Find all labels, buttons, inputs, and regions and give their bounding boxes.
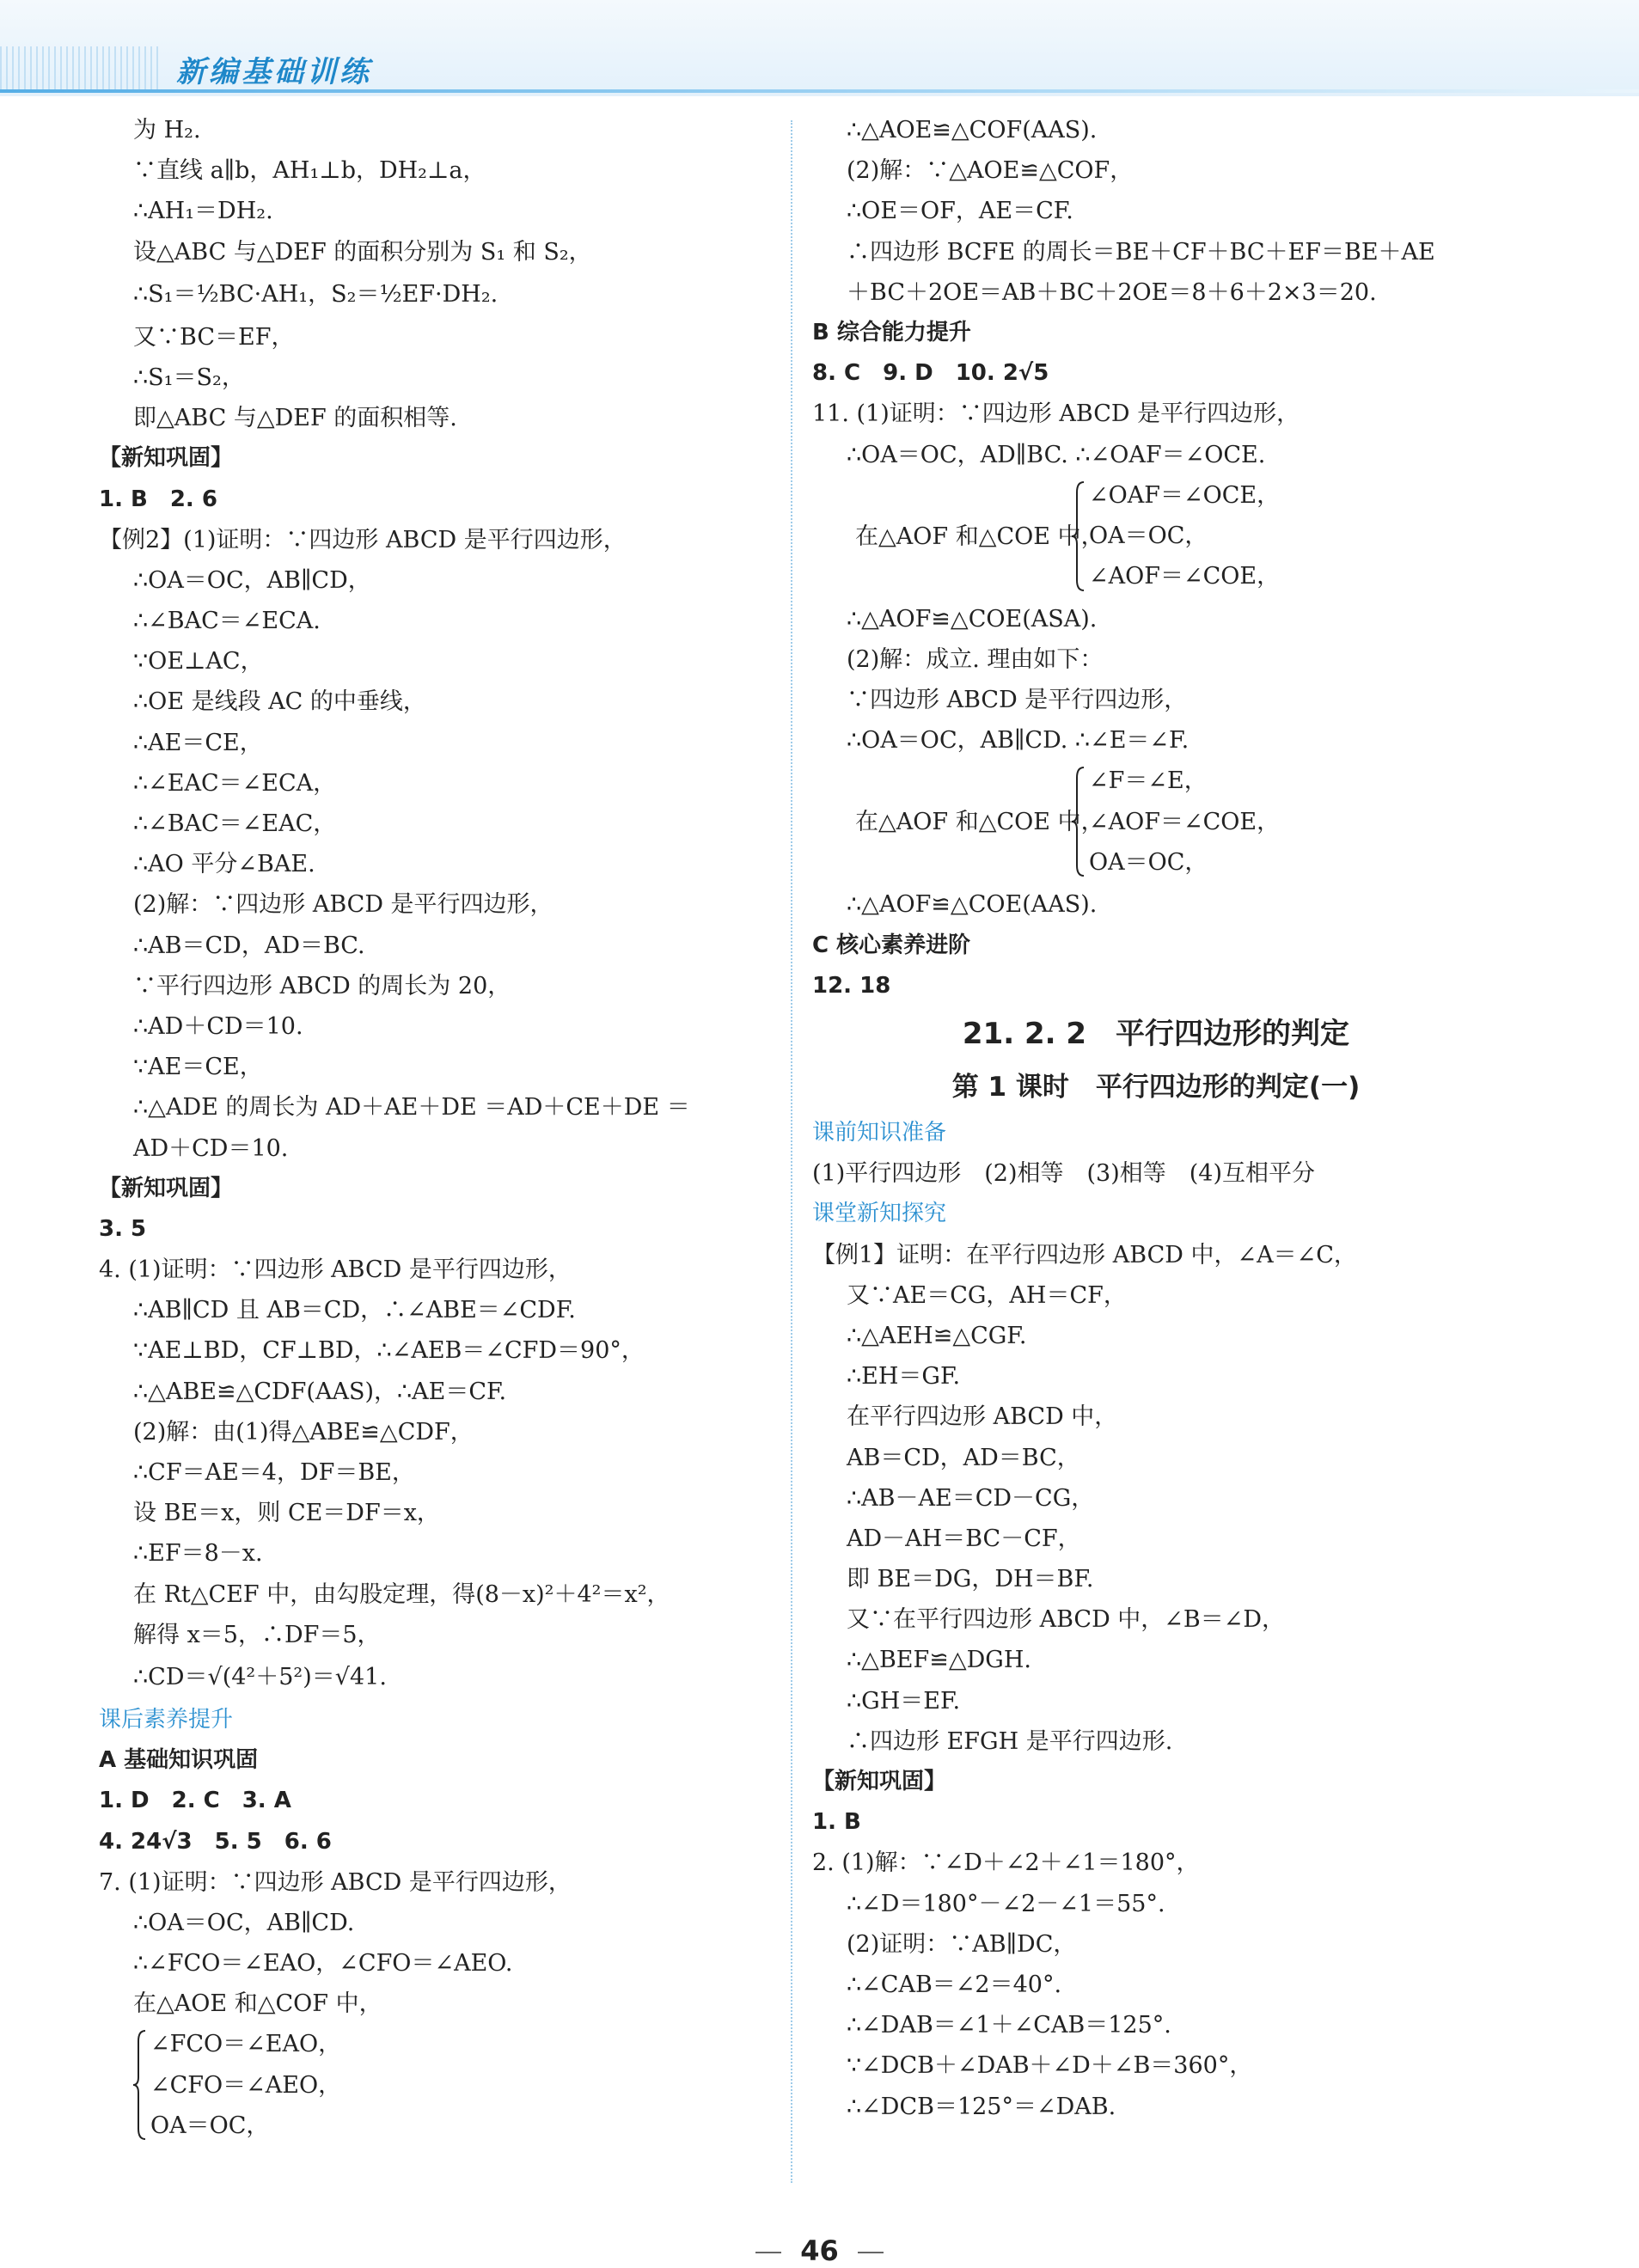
left-brace-icon [1070, 480, 1086, 592]
subsection-label: B 综合能力提升 [812, 319, 971, 345]
section-title: 21. 2. 2 平行四边形的判定 [962, 1017, 1350, 1051]
equation-lines [1089, 761, 1280, 883]
text-line: ∵平行四边形 ABCD 的周长为 20， [133, 972, 511, 1000]
text-line: ∵AE⊥BD，CF⊥BD，∴∠AEB＝∠CFD＝90°， [133, 1337, 645, 1365]
text-line: 在△AOE 和△COF 中， [133, 1990, 382, 2018]
text-line: 在平行四边形 ABCD 中， [847, 1403, 1118, 1431]
header-stripes [0, 46, 159, 91]
lesson-title: 第 1 课时 平行四边形的判定(一) [951, 1072, 1361, 1103]
text-line: ∴四边形 EFGH 是平行四边形. [847, 1727, 1173, 1755]
text-line: ∴S₁＝½BC·AH₁，S₂＝½EF·DH₂. [133, 280, 498, 308]
text-line: ∴OA＝OC，AB∥CD. [133, 1909, 355, 1936]
text-line: ∴∠FCO＝∠EAO，∠CFO＝∠AEO. [133, 1950, 513, 1978]
text-line: ＋BC＋2OE＝AB＋BC＋2OE＝8＋6＋2×3＝20. [847, 278, 1377, 306]
text-line: ∴∠DAB＝∠1＋∠CAB＝125°. [847, 2012, 1171, 2039]
answer-line: 4. 24√3 5. 5 6. 6 [99, 1828, 332, 1855]
section-label: 【新知巩固】 [99, 1175, 234, 1201]
text-line: ∴CF＝AE＝4，DF＝BE， [133, 1459, 415, 1486]
text-line: ∴OE＝OF，AE＝CF. [847, 198, 1073, 225]
equation-system [812, 475, 1500, 599]
text-line: AD－AH＝BC－CF， [847, 1525, 1081, 1552]
equation-lines [150, 2024, 341, 2146]
problem-heading: 2. (1)解：∵∠D＋∠2＋∠1＝180°， [812, 1849, 1200, 1877]
text-line: 即 BE＝DG，DH＝BF. [847, 1566, 1094, 1593]
text-line: 设 BE＝x，则 CE＝DF＝x， [133, 1500, 440, 1527]
text-line: ∴∠BAC＝∠ECA. [133, 608, 321, 635]
brace-lead-text: 在△AOF 和△COE 中， [855, 523, 1104, 550]
text-line: (2)解：∵四边形 ABCD 是平行四边形， [133, 891, 553, 919]
text-line: ∴AB∥CD 且 AB＝CD，∴∠ABE＝∠CDF. [133, 1297, 576, 1324]
answer-line: (1)平行四边形 (2)相等 (3)相等 (4)互相平分 [812, 1160, 1315, 1188]
text-line: ∴AE＝CE， [133, 729, 263, 756]
left-column [99, 110, 778, 2153]
example-heading: 【例1】证明：在平行四边形 ABCD 中，∠A＝∠C， [812, 1241, 1357, 1268]
text-line: ∵四边形 ABCD 是平行四边形， [847, 687, 1188, 714]
page-number-value: 46 [800, 2234, 839, 2267]
text-line: ∴△AOF≌△COE(AAS). [847, 891, 1098, 919]
text-line: ∴△ABE≌△CDF(AAS)，∴AE＝CF. [133, 1378, 507, 1405]
text-line: ∵OE⊥AC， [133, 648, 264, 676]
text-line: ∴EF＝8－x. [133, 1540, 263, 1568]
equation-line: ∠OAF＝∠OCE， [1089, 481, 1281, 509]
answer-line: 3. 5 [99, 1215, 147, 1242]
left-brace-icon [131, 2029, 147, 2141]
answer-line: 12. 18 [812, 972, 891, 999]
text-line: (2)解：成立. 理由如下： [847, 645, 1104, 673]
example-heading: 【例2】(1)证明：∵四边形 ABCD 是平行四边形， [99, 526, 627, 553]
text-line: (2)证明：∵AB∥DC， [847, 1930, 1077, 1958]
text-line: ∴△AEH≌△CGF. [847, 1322, 1027, 1349]
answer-line: 1. B [812, 1809, 861, 1836]
text-line: ∴AO 平分∠BAE. [133, 851, 315, 878]
equation-system [812, 761, 1500, 884]
text-line: ∴四边形 BCFE 的周长＝BE＋CF＋BC＋EF＝BE＋AE [847, 238, 1435, 266]
text-line: ∴∠EAC＝∠ECA， [133, 769, 337, 797]
problem-heading: 11. (1)证明：∵四边形 ABCD 是平行四边形， [812, 400, 1300, 428]
equation-line: ∠CFO＝∠AEO， [150, 2071, 342, 2099]
left-brace-icon [1070, 766, 1086, 877]
text-line: AD＋CD＝10. [133, 1134, 289, 1162]
text-line: ∴OA＝OC，AD∥BC. ∴∠OAF＝∠OCE. [847, 441, 1266, 468]
text-line: AB＝CD，AD＝BC， [847, 1444, 1080, 1471]
right-column [812, 110, 1500, 2127]
answer-line: 1. B 2. 6 [99, 486, 217, 512]
text-line: ∴OE 是线段 AC 的中垂线， [133, 688, 426, 716]
text-line: ∴△AOE≌△COF(AAS). [847, 117, 1098, 144]
subsection-label: C 核心素养进阶 [812, 932, 971, 958]
section-label: 【新知巩固】 [99, 445, 234, 472]
equation-line: OA＝OC， [150, 2112, 270, 2139]
page-number-dash-right [858, 2252, 884, 2253]
text-line: ∴CD＝√(4²＋5²)＝√41. [133, 1663, 387, 1690]
equation-line: ∠F＝∠E， [1089, 767, 1208, 795]
section-label: 【新知巩固】 [812, 1769, 947, 1794]
text-line: ∴AD＋CD＝10. [133, 1012, 303, 1040]
text-line: ∴AH₁＝DH₂. [133, 198, 273, 225]
text-line: 又∵在平行四边形 ABCD 中，∠B＝∠D， [847, 1606, 1286, 1634]
text-line: ∴△AOF≌△COE(ASA). [847, 605, 1098, 633]
text-line: ∴△BEF≌△DGH. [847, 1647, 1031, 1674]
text-line: ∴GH＝EF. [847, 1687, 961, 1715]
equation-system [99, 2024, 778, 2153]
text-line: 设△ABC 与△DEF 的面积分别为 S₁ 和 S₂， [133, 238, 592, 266]
equation-line: OA＝OC， [1089, 848, 1208, 876]
text-line: ∴∠BAC＝∠EAC， [133, 810, 337, 837]
text-line: ∴AB－AE＝CD－CG， [847, 1484, 1095, 1512]
equation-line: ∠FCO＝∠EAO， [150, 2031, 342, 2058]
book-title: 新编基础训练 [176, 55, 372, 89]
text-line: ∴∠D＝180°－∠2－∠1＝55°. [847, 1890, 1165, 1917]
text-line: ∵∠DCB＋∠DAB＋∠D＋∠B＝360°， [847, 2052, 1253, 2080]
text-line: ∴OA＝OC，AB∥CD， [133, 566, 371, 594]
equation-line: ∠AOF＝∠COE， [1089, 563, 1281, 590]
problem-heading: 7. (1)证明：∵四边形 ABCD 是平行四边形， [99, 1868, 572, 1896]
text-line: 又∵AE＝CG，AH＝CF， [847, 1281, 1127, 1309]
text-line: 在 Rt△CEF 中，由勾股定理，得(8－x)²＋4²＝x²， [133, 1580, 670, 1608]
text-line: 即△ABC 与△DEF 的面积相等. [133, 405, 457, 432]
equation-line: OA＝OC， [1089, 522, 1208, 549]
text-line: ∴AB＝CD，AD＝BC. [133, 932, 365, 959]
brace-lead-text: 在△AOF 和△COE 中， [855, 809, 1104, 836]
text-line: ∵直线 a∥b，AH₁⊥b，DH₂⊥a， [133, 157, 486, 185]
section-heading-blue: 课堂新知探究 [812, 1201, 947, 1227]
text-line: ∴S₁＝S₂， [133, 364, 245, 391]
text-line: 解得 x＝5，∴DF＝5， [133, 1621, 381, 1648]
page-number-dash-left [755, 2252, 781, 2253]
section-heading-blue: 课前知识准备 [812, 1120, 947, 1146]
problem-heading: 4. (1)证明：∵四边形 ABCD 是平行四边形， [99, 1256, 572, 1284]
text-line: (2)解：由(1)得△ABE≌△CDF， [133, 1418, 474, 1446]
answer-line: 1. D 2. C 3. A [99, 1788, 291, 1814]
text-line: ∴∠CAB＝∠2＝40°. [847, 1971, 1062, 1998]
text-line: ∴∠DCB＝125°＝∠DAB. [847, 2093, 1116, 2120]
answer-line: 8. C 9. D 10. 2√5 [812, 360, 1049, 387]
text-line: ∴EH＝GF. [847, 1363, 961, 1391]
text-line: ∵AE＝CE， [133, 1054, 263, 1081]
text-line: 为 H₂. [133, 117, 201, 144]
text-line: (2)解：∵△AOE≌△COF， [847, 157, 1134, 185]
section-heading-blue: 课后素养提升 [99, 1706, 234, 1733]
page-number [0, 2234, 1639, 2267]
column-divider [791, 120, 792, 2183]
text-line: 又∵BC＝EF， [133, 323, 295, 351]
text-line: ∴△ADE 的周长为 AD＋AE＋DE ＝AD＋CE＋DE ＝ [133, 1094, 690, 1122]
equation-lines [1089, 475, 1280, 597]
equation-line: ∠AOF＝∠COE， [1089, 808, 1281, 835]
subsection-label: A 基础知识巩固 [99, 1747, 259, 1774]
text-line: ∴OA＝OC，AB∥CD. ∴∠E＝∠F. [847, 727, 1189, 755]
